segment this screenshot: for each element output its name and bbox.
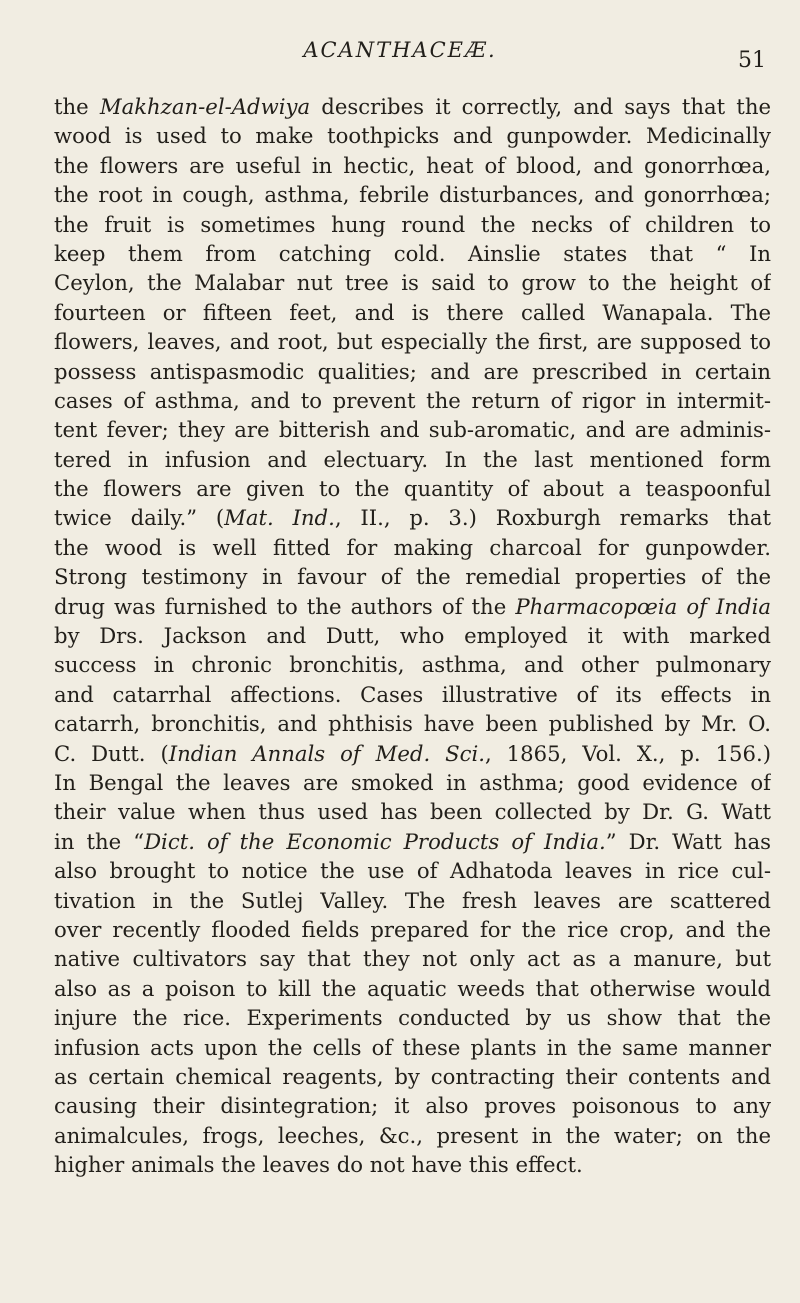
text-segment: tent fever; they are bitterish and sub-aromatic, and are adminis-	[54, 417, 771, 443]
text-segment: as certain chemical reagents, by contracting their contents and	[54, 1063, 771, 1089]
text-line	[54, 856, 771, 885]
text-segment: twice daily.” (	[54, 505, 225, 531]
text-segment: Ceylon, the Malabar nut tree is said to grow to the height of	[54, 270, 771, 296]
text-line	[54, 357, 771, 386]
text-line	[54, 92, 771, 121]
text-line	[54, 503, 771, 532]
text-segment: catarrh, bronchitis, and phthisis have been published by Mr. O.	[54, 711, 771, 737]
text-line	[54, 621, 771, 650]
body-text	[54, 92, 771, 1179]
italic-text: Pharmacopœia of India	[515, 593, 771, 619]
text-line	[54, 1091, 771, 1120]
text-line	[54, 709, 771, 738]
text-line	[54, 445, 771, 474]
text-segment: wood is used to make toothpicks and gunpowder. Medicinally	[54, 123, 771, 149]
text-segment: , II., p. 3.) Roxburgh remarks that	[334, 505, 771, 531]
text-line	[54, 650, 771, 679]
text-segment: success in chronic bronchitis, asthma, and other pulmonary	[54, 652, 771, 678]
italic-text: Dict. of the Economic Products of India.	[144, 828, 606, 854]
text-line	[54, 533, 771, 562]
text-segment: drug was furnished to the authors of the	[54, 593, 516, 619]
italic-text: Mat. Ind.	[224, 505, 335, 531]
text-segment: keep them from catching cold. Ainslie states that “ In	[54, 240, 771, 266]
text-segment: the flowers are given to the quantity of about a teaspoonful	[54, 476, 771, 502]
italic-text: Indian Annals of Med. Sci.	[168, 740, 486, 766]
text-line	[54, 915, 771, 944]
text-segment: over recently flooded fields prepared for the rice crop, and the	[54, 916, 771, 942]
text-segment: tered in infusion and electuary. In the last mentioned form	[54, 446, 771, 472]
text-line	[54, 1121, 771, 1150]
text-segment: the wood is well fitted for making charcoal for gunpowder.	[54, 534, 771, 560]
text-line	[54, 1150, 771, 1179]
text-segment: In Bengal the leaves are smoked in asthma; good evidence of	[54, 769, 771, 795]
text-segment: fourteen or fifteen feet, and is there called Wanapala. The	[54, 299, 771, 325]
text-segment: the fruit is sometimes hung round the necks of children to	[54, 211, 771, 237]
text-line	[54, 298, 771, 327]
text-line	[54, 768, 771, 797]
text-line	[54, 1062, 771, 1091]
text-segment: native cultivators say that they not only act as a manure, but	[54, 946, 771, 972]
text-line	[54, 474, 771, 503]
text-line	[54, 562, 771, 591]
text-segment: higher animals the leaves do not have this effect.	[54, 1152, 583, 1178]
text-segment: also brought to notice the use of Adhatoda leaves in rice cul-	[54, 858, 771, 884]
text-segment: possess antispasmodic qualities; and are prescribed in certain	[54, 358, 771, 384]
text-line	[54, 827, 771, 856]
text-segment: tivation in the Sutlej Valley. The fresh leaves are scattered	[54, 887, 771, 913]
text-line	[54, 151, 771, 180]
text-line	[54, 1033, 771, 1062]
text-line	[54, 739, 771, 768]
text-line	[54, 1003, 771, 1032]
text-line	[54, 386, 771, 415]
text-line	[54, 121, 771, 150]
text-line	[54, 239, 771, 268]
text-segment: describes it correctly, and says that the	[310, 94, 771, 119]
text-line	[54, 415, 771, 444]
text-line	[54, 944, 771, 973]
text-line	[54, 886, 771, 915]
text-segment: injure the rice. Experiments conducted by us show that the	[54, 1005, 771, 1031]
text-segment: the root in cough, asthma, febrile disturbances, and gonorrhœa;	[54, 182, 771, 208]
text-segment: their value when thus used has been collected by Dr. G. Watt	[54, 799, 771, 825]
text-segment: animalcules, frogs, leeches, &c., present in the water; on the	[54, 1122, 771, 1148]
page-number: 51	[738, 48, 766, 73]
text-segment: infusion acts upon the cells of these plants in the same manner	[54, 1034, 771, 1060]
text-segment: C. Dutt. (	[54, 740, 169, 766]
text-segment: ” Dr. Watt has	[605, 828, 771, 854]
italic-text: Makhzan-el-Adwiya	[99, 94, 311, 119]
text-line	[54, 210, 771, 239]
text-segment: cases of asthma, and to prevent the return of rigor in intermit-	[54, 387, 771, 413]
text-segment: causing their disintegration; it also proves poisonous to any	[54, 1093, 771, 1119]
text-line	[54, 974, 771, 1003]
text-segment: also as a poison to kill the aquatic weeds that otherwise would	[54, 975, 771, 1001]
text-line	[54, 327, 771, 356]
text-line	[54, 268, 771, 297]
text-segment: , 1865, Vol. X., p. 156.)	[485, 740, 771, 766]
text-line	[54, 180, 771, 209]
text-line	[54, 592, 771, 621]
text-line	[54, 680, 771, 709]
text-segment: and catarrhal affections. Cases illustrative of its effects in	[54, 681, 771, 707]
text-segment: the	[54, 94, 100, 119]
text-segment: Strong testimony in favour of the remedial properties of the	[54, 564, 771, 590]
text-segment: the flowers are useful in hectic, heat of blood, and gonorrhœa,	[54, 152, 771, 178]
text-segment: flowers, leaves, and root, but especially the first, are supposed to	[54, 329, 771, 355]
text-segment: by Drs. Jackson and Dutt, who employed it with marked	[54, 623, 771, 649]
text-segment: in the “	[54, 828, 145, 854]
running-head: ACANTHACEÆ.	[303, 38, 497, 62]
text-line	[54, 797, 771, 826]
